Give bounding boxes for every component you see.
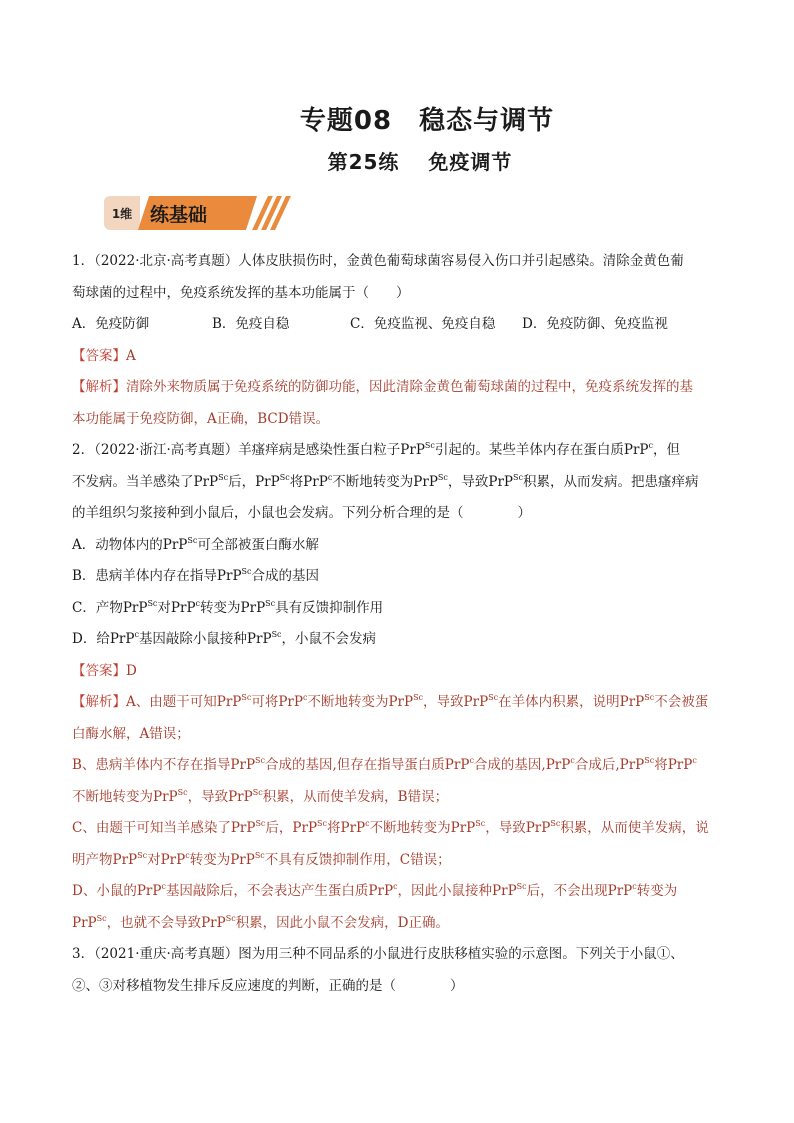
q2-option-b: B．患病羊体内存在指导PrP$^{Sc}$合成的基因 <box>72 567 320 584</box>
q1-stem-line2: 萄球菌的过程中，免疫系统发挥的基本功能属于（ ） <box>72 284 410 301</box>
q2-answer: 【答案】D <box>72 662 137 679</box>
q2-analysis <box>72 687 724 939</box>
analysis-label: 【解析】 <box>72 379 126 395</box>
q1-analysis-line1: 【解析】清除外来物质属于免疫系统的防御功能，因此清除金黄色葡萄球菌的过程中，免疫系统发挥的基 <box>72 379 693 395</box>
answer-label: 【答案】 <box>72 347 126 364</box>
section-label: 练基础 <box>150 204 208 226</box>
q2-option-c: C．产物PrP$^{Sc}$对PrP$^c$转变为PrP$^{Sc}$具有反馈抑制作用 <box>72 598 384 616</box>
q2-option-a: A．动物体内的PrP$^{Sc}$可全部被蛋白酶水解 <box>72 535 319 553</box>
q2-stem-line1: 2．（2022·浙江·高考真题）羊瘙痒病是感染性蛋白粒子PrP$^{Sc}$引起的。某些羊体内存在蛋白质PrP$^c$，但 <box>72 441 680 458</box>
q2-analysis-c-line1: C、由题干可知当羊感染了PrP$^{Sc}$后，PrP$^{Sc}$将PrP$^c$不断地转变为PrP$^{Sc}$，导致PrP$^{Sc}$积累，从而使羊发病，说 <box>72 819 709 836</box>
q2-analysis-b-line2: 不断地转变为PrP$^{Sc}$，导致PrP$^{Sc}$积累，从而使羊发病，B错误； <box>72 787 449 805</box>
question-content <box>72 246 724 1002</box>
q2-analysis-c-line2: 明产物PrP$^{Sc}$对PrP$^c$转变为PrP$^{Sc}$不具有反馈抑制作用，C错误； <box>72 850 451 868</box>
q1-analysis-line2: 本功能属于免疫防御，A正确，BCD错误。 <box>72 410 330 427</box>
page-title: 专题08 稳态与调节 <box>299 106 555 136</box>
q2-stem-line2: 不发病。当羊感染了PrP$^{Sc}$后，PrP$^{Sc}$将PrP$^c$不断地转变为PrP$^{Sc}$，导致PrP$^{Sc}$积累，从而发病。把患瘙痒病 <box>72 472 699 490</box>
q2-analysis-d-line2: PrP$^{Sc}$，也就不会导致PrP$^{Sc}$积累，因此小鼠不会发病，D正确。 <box>72 913 450 931</box>
q1-option-c: C．免疫监视、免疫自稳 <box>350 316 496 332</box>
q1-answer-value: A <box>126 347 136 364</box>
q2-stem-line3: 的羊组织匀浆接种到小鼠后，小鼠也会发病。下列分析合理的是（ ） <box>72 505 531 521</box>
q2-analysis-a-line2: 白酶水解，A错误； <box>72 725 190 742</box>
q3-stem-line2: ②、③对移植物发生排斥反应速度的判断，正确的是（ ） <box>72 977 464 994</box>
q1-option-d: D．免疫防御、免疫监视 <box>522 316 668 332</box>
q2-analysis-d-line1: D、小鼠的PrP$^c$基因敲除后，不会表达产生蛋白质PrP$^c$，因此小鼠接种PrP$^{Sc}$后，不会出现PrP$^c$转变为 <box>72 882 678 899</box>
q1-stem-line1: 1．（2022·北京·高考真题）人体皮肤损伤时，金黄色葡萄球菌容易侵入伤口并引起感染。清除金黄色葡 <box>72 253 684 269</box>
q2-analysis-b-line1: B、患病羊体内不存在指导PrP$^{Sc}$合成的基因,但存在指导蛋白质PrP$^c$合成的基因,PrP$^c$合成后,PrP$^{Sc}$将PrP$^c$ <box>72 756 697 773</box>
page-subtitle: 第25练 免疫调节 <box>327 150 513 174</box>
section-badge: 1维 <box>104 196 140 230</box>
q1-option-b: B．免疫自稳 <box>212 316 290 332</box>
section-banner <box>104 196 284 230</box>
q3-stem-line1: 3．（2021·重庆·高考真题）图为用三种不同品系的小鼠进行皮肤移植实验的示意图。下列关于小鼠①、 <box>72 946 684 962</box>
banner-stripes <box>254 196 294 230</box>
q1-options <box>72 309 724 341</box>
q1-option-a: A．免疫防御 <box>72 316 150 332</box>
q2-analysis-a-line1: 【解析】A、由题干可知PrP$^{Sc}$可将PrP$^c$不断地转变为PrP$^{Sc}$，导致PrP$^{Sc}$在羊体内积累，说明PrP$^{Sc}$不会被蛋 <box>72 693 709 710</box>
q1-answer <box>72 341 724 373</box>
q2-option-d: D．给PrP$^c$基因敲除小鼠接种PrP$^{Sc}$，小鼠不会发病 <box>72 630 377 647</box>
q2-answer-value: D <box>126 662 137 679</box>
